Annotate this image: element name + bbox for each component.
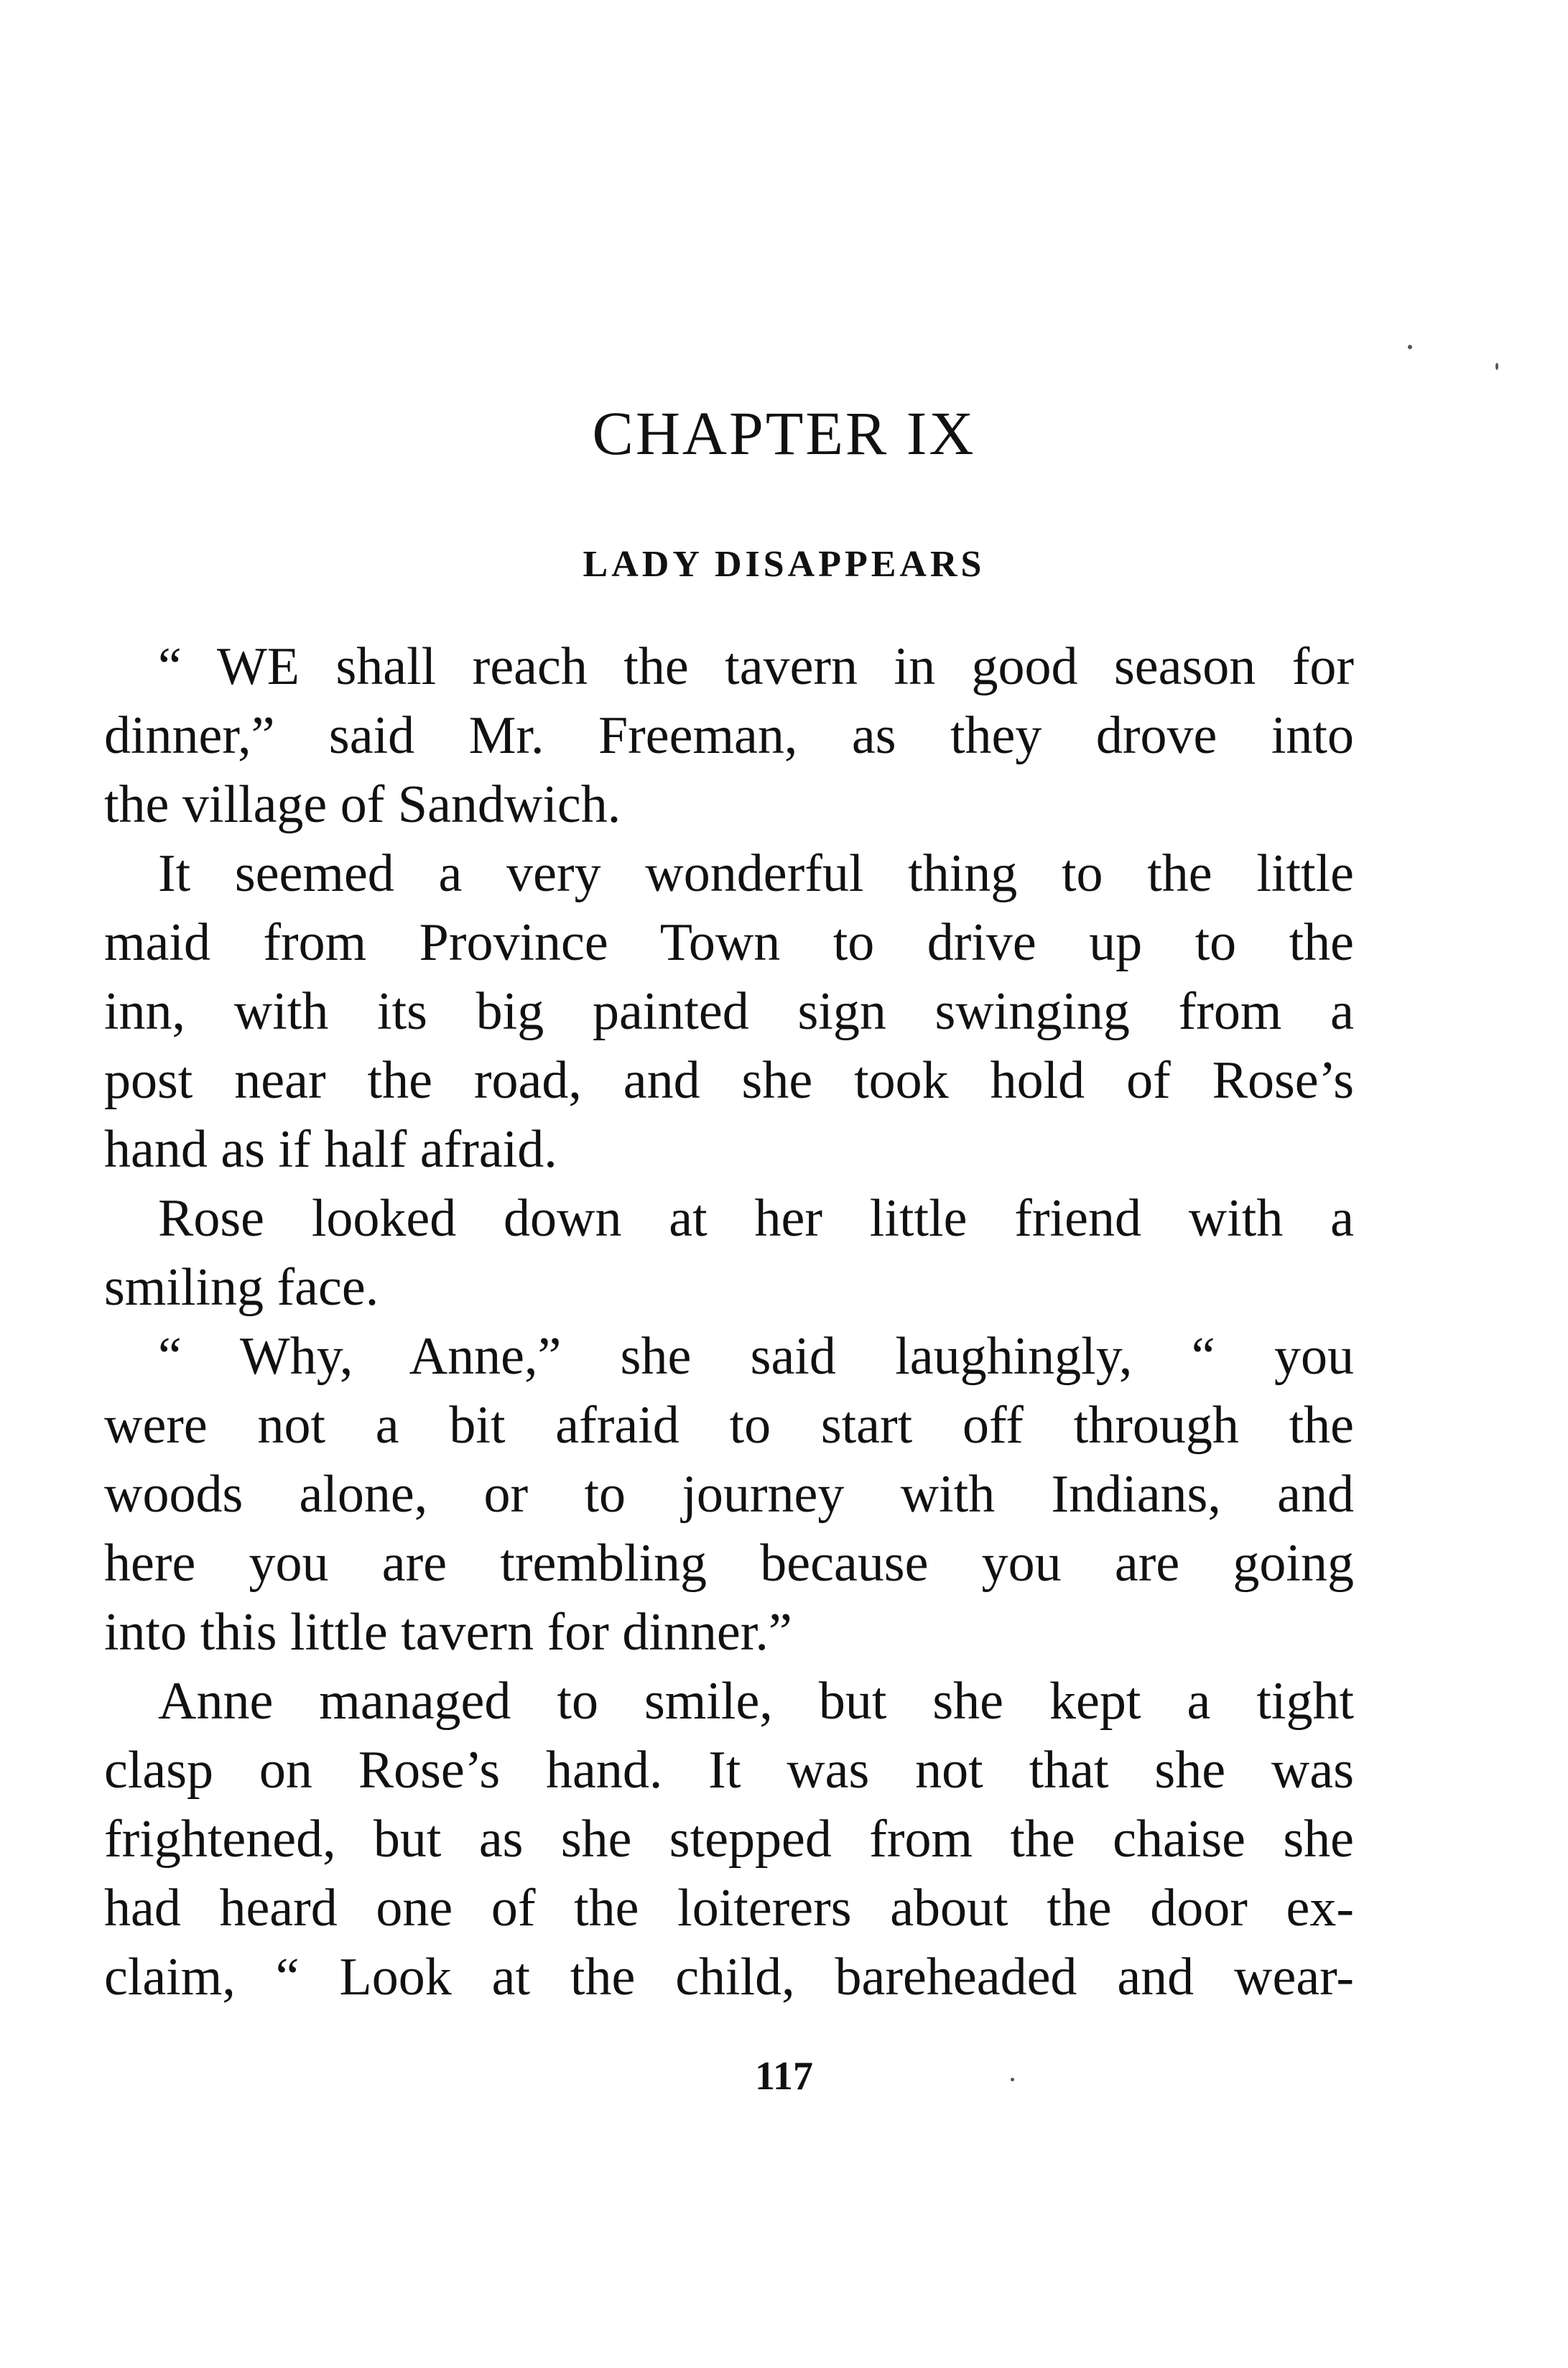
text-line: dinner,” said Mr. Freeman, as they drove into <box>104 706 1354 765</box>
text-line: into this little tavern for dinner.” <box>104 1603 792 1662</box>
text-line: frightened, but as she stepped from the chaise she <box>104 1810 1354 1869</box>
chapter-subtitle: LADY DISAPPEARS <box>583 544 985 585</box>
text-line: Anne managed to smile, but she kept a tight <box>158 1672 1354 1731</box>
chapter-title: CHAPTER IX <box>592 399 976 468</box>
text-line: “ WE shall reach the tavern in good season for <box>158 637 1354 696</box>
text-line: post near the road, and she took hold of Rose’s <box>104 1051 1354 1110</box>
page-number: 117 <box>755 2054 813 2099</box>
scan-speck <box>1495 363 1498 370</box>
text-line: were not a bit afraid to start off through the <box>104 1396 1354 1455</box>
text-line: clasp on Rose’s hand. It was not that she was <box>104 1741 1354 1800</box>
text-line: smiling face. <box>104 1258 379 1317</box>
text-line: “ Why, Anne,” she said laughingly, “ you <box>158 1327 1354 1386</box>
text-line: Rose looked down at her little friend with a <box>158 1189 1354 1248</box>
text-line: claim, “ Look at the child, bareheaded and wear- <box>104 1948 1354 2007</box>
scan-speck <box>1408 345 1412 349</box>
scan-speck <box>1011 2078 1014 2081</box>
text-line: inn, with its big painted sign swinging from a <box>104 982 1354 1041</box>
text-line: maid from Province Town to drive up to the <box>104 913 1354 972</box>
text-line: the village of Sandwich. <box>104 775 621 834</box>
text-line: hand as if half afraid. <box>104 1120 557 1179</box>
text-line: It seemed a very wonderful thing to the little <box>158 844 1354 903</box>
text-line: had heard one of the loiterers about the door ex- <box>104 1879 1354 1938</box>
text-line: woods alone, or to journey with Indians, and <box>104 1465 1354 1524</box>
body-text <box>104 632 1354 2012</box>
text-line: here you are trembling because you are going <box>104 1534 1354 1593</box>
